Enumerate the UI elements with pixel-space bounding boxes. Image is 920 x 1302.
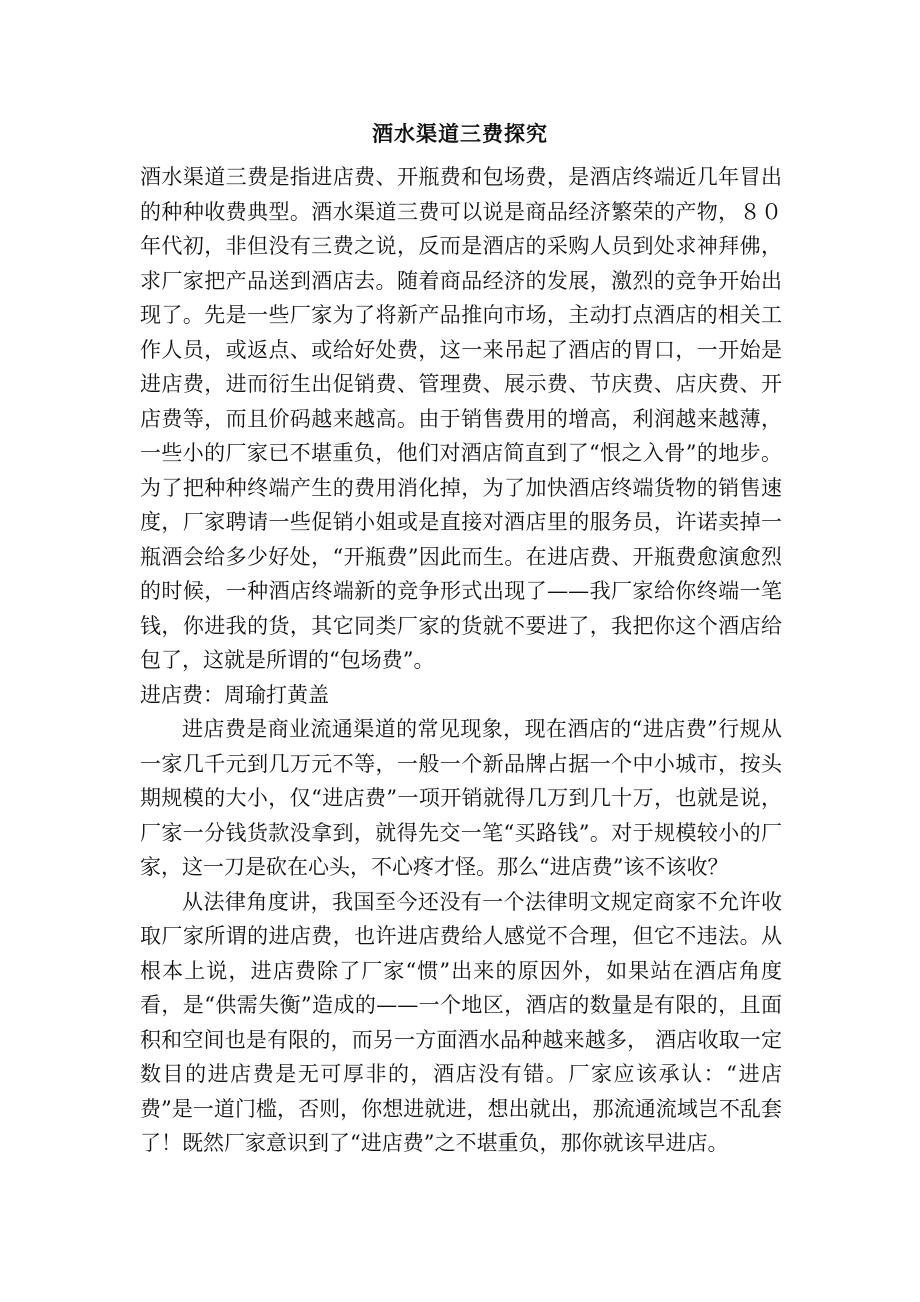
intro-paragraph: 酒水渠道三费是指进店费、开瓶费和包场费，是酒店终端近几年冒出的种种收费典型。酒水渠道三费可以说是商品经济繁荣的产物，８０年代初，非但没有三费之说，反而是酒店的采购人员到处求神拜佛，求厂家把产品送到酒店去。随着商品经济的发展，激烈的竞争开始出现了。先是一些厂家为了将新产品推向市场，主动打点酒店的相关工作人员，或返点、或给好处费，这一来吊起了酒店的胃口，一开始是进店费，进而衍生出促销费、管理费、展示费、节庆费、店庆费、开店费等，而且价码越来越高。由于销售费用的增高，利润越来越薄，一些小的厂家已不堪重负，他们对酒店简直到了“恨之入骨”的地步。为了把种种终端产生的费用消化掉，为了加快酒店终端货物的销售速度，厂家聘请一些促销小姐或是直接对酒店里的服务员，许诺卖掉一瓶酒会给多少好处，“开瓶费”因此而生。在进店费、开瓶费愈演愈烈的时候，一种酒店终端新的竞争形式出现了——我厂家给你终端一笔钱，你进我的货，其它同类厂家的货就不要进了，我把你这个酒店给包了，这就是所谓的“包场费”。 bbox=[140, 165, 782, 672]
body-paragraph-2: 从法律角度讲，我国至今还没有一个法律明文规定商家不允许收取厂家所谓的进店费，也许进店费给人感觉不合理，但它不违法。从根本上说，进店费除了厂家“惯”出来的原因外，如果站在酒店角度看，是“供需失衡”造成的——一个地区，酒店的数量是有限的，且面积和空间也是有限的，而另一方面酒水品种越来越多， 酒店收取一定数目的进店费是无可厚非的，酒店没有错。厂家应该承认：“进店费”是一道门槛，否则，你想进就进，想出就出，那流通流域岂不乱套了！既然厂家意识到了“进店费”之不堪重负，那你就该早进店。 bbox=[140, 889, 782, 1155]
body-paragraph-1: 进店费是商业流通渠道的常见现象，现在酒店的“进店费”行规从一家几千元到几万元不等，一般一个新品牌占据一个中小城市，按头期规模的大小，仅“进店费”一项开销就得几万到几十万，也就是说，厂家一分钱货款没拿到，就得先交一笔“买路钱”。对于规模较小的厂家，这一刀是砍在心头，不心疼才怪。那么“进店费”该不该收？ bbox=[140, 717, 782, 879]
section-heading: 进店费：周瑜打黄盖 bbox=[140, 682, 329, 707]
document-body bbox=[140, 160, 782, 1161]
document-title: 酒水渠道三费探究 bbox=[372, 121, 548, 146]
